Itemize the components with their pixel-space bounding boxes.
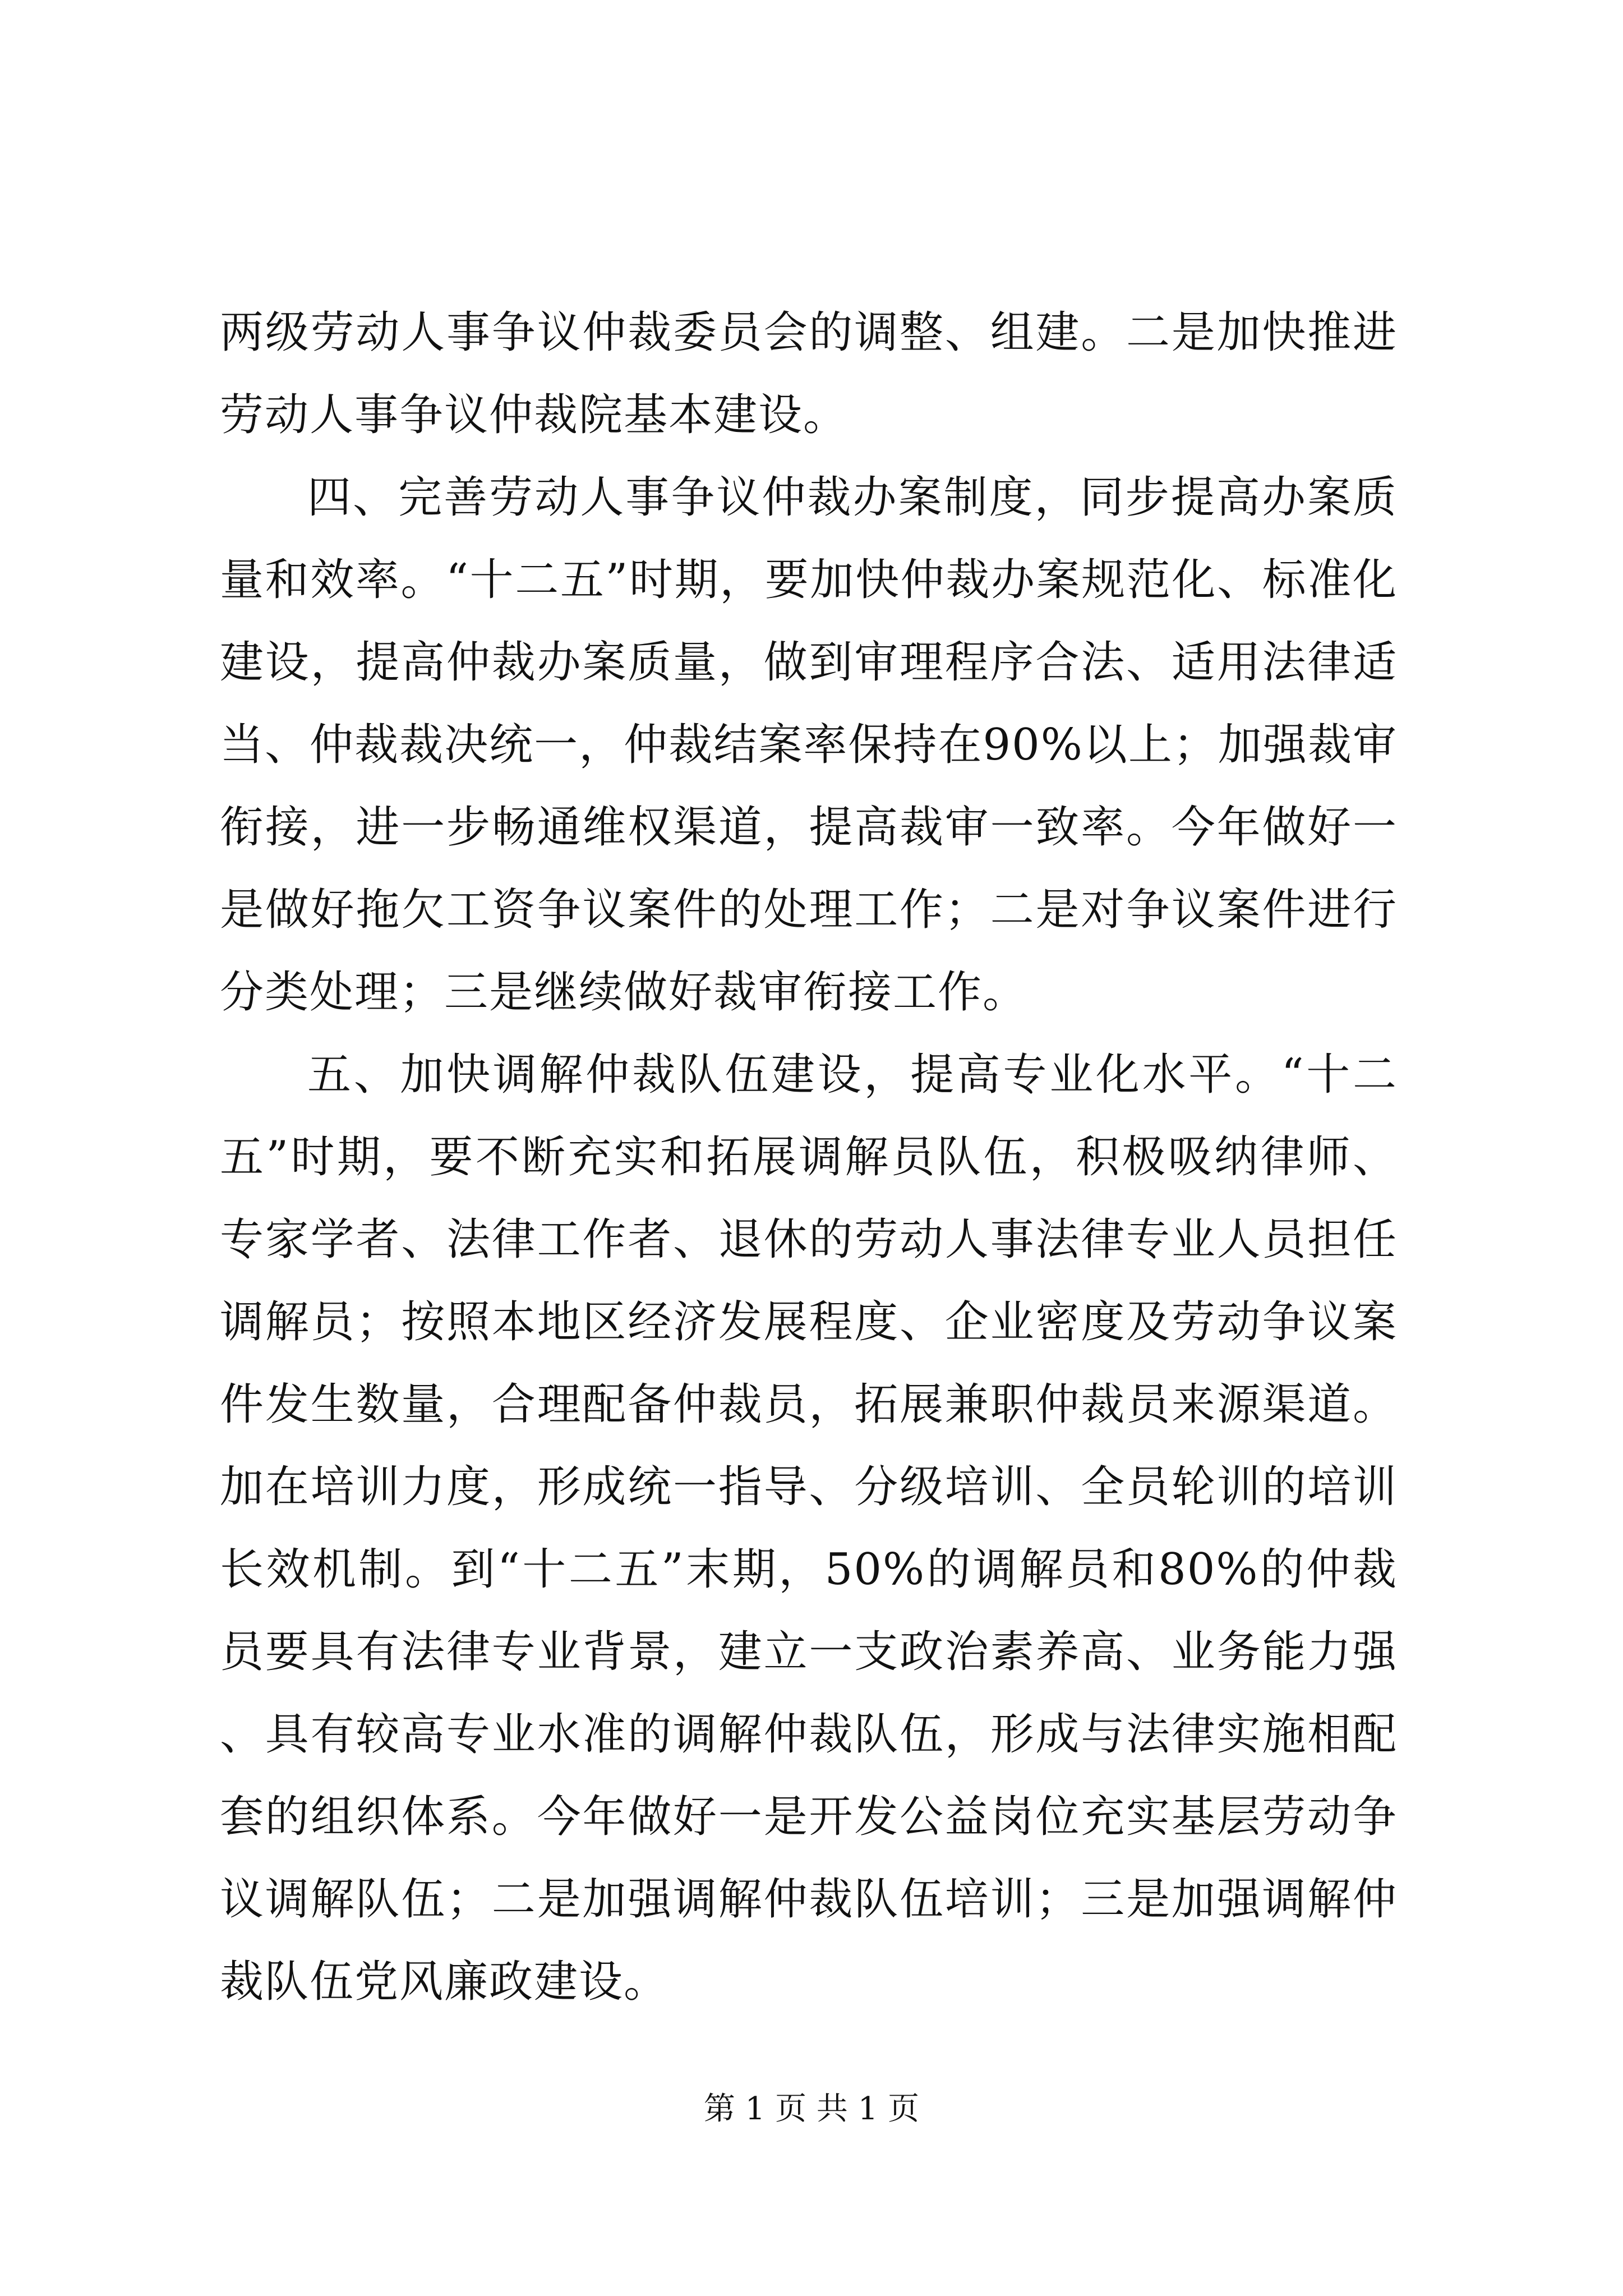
page-footer: 第 1 页 共 1 页 bbox=[703, 2091, 920, 2127]
paragraph-continuation: 两级劳动人事争议仲裁委员会的调整、组建。二是加快推进劳动人事争议仲裁院基本建设。 bbox=[220, 307, 1398, 440]
paragraph-section-five: 五、加快调解仲裁队伍建设，提高专业化水平。“十二五”时期，要不断充实和拓展调解员队伍，积极吸纳律师、专家学者、法律工作者、退休的劳动人事法律专业人员担任调解员；按照本地区经济发展程度、企业密度及劳动争议案件发生数量，合理配备仲裁员，拓展兼职仲裁员来源渠道。加在培训力度，形成统一指导、分级培训、全员轮训的培训长效机制。到“十二五”末期，50%的调解员和80%的仲裁员要具有法律专业背景，建立一支政治素养高、业务能力强、具有较高专业水准的调解仲裁队伍，形成与法律实施相配套的组织体系。今年做好一是开发公益岗位充实基层劳动争议调解队伍；二是加强调解仲裁队伍培训；三是加强调解仲裁队伍党风廉政建设。 bbox=[220, 1050, 1398, 2007]
paragraph-section-four: 四、完善劳动人事争议仲裁办案制度，同步提高办案质量和效率。“十二五”时期，要加快仲裁办案规范化、标准化建设，提高仲裁办案质量，做到审理程序合法、适用法律适当、仲裁裁决统一，仲裁结案率保持在90%以上；加强裁审衔接，进一步畅通维权渠道，提高裁审一致率。今年做好一是做好拖欠工资争议案件的处理工作；二是对争议案件进行分类处理；三是继续做好裁审衔接工作。 bbox=[220, 472, 1398, 1018]
document-body bbox=[220, 292, 1398, 2023]
